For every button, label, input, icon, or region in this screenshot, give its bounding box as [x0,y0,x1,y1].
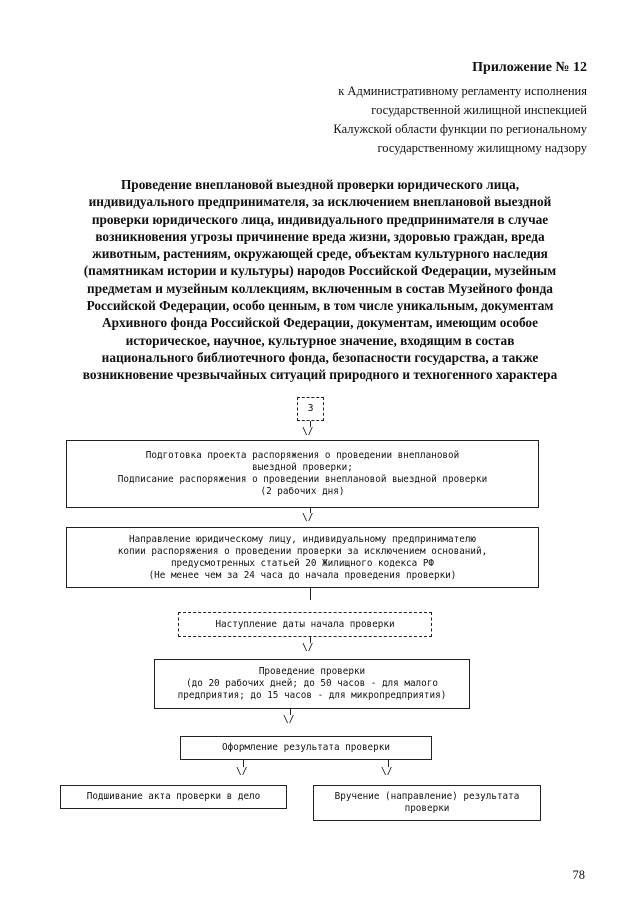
page-number: 78 [572,868,585,882]
appendix-title: Приложение № 12 [472,60,587,75]
step-text-line: Наступление даты начала проверки [215,618,395,630]
title-line: возникновения угрозы причинение вреда жизни, здоровью граждан, вреда [95,228,545,244]
title-line: предметам и музейным коллекциям, включенным в состав Музейного фонда [87,280,553,296]
appendix-line: государственной жилищной инспекцией [371,103,587,117]
flowchart-step-prepare-order [66,440,539,508]
title-line: (памятникам истории и культуры) народов Российской Федерации, музейным [83,263,557,279]
step-text-line: копии распоряжения о проведении проверки за исключением оснований, [117,545,488,557]
flowchart-outcome-deliver-result [313,785,541,821]
step-text-line: выездной проверки; [252,462,353,473]
appendix-line: к Административному регламенту исполнения [338,84,587,98]
step-text-line: Оформление результата проверки [222,742,390,753]
down-arrow-icon: \/ [302,512,314,523]
flowchart-step-send-copy [66,527,539,588]
step-text-line: Направление юридическому лицу, индивидуальному предпринимателю [128,533,477,545]
flowchart-step-start-date [178,612,432,637]
down-arrow-icon: \/ [302,642,314,653]
down-arrow-icon: \/ [302,426,314,437]
title-line: национального библиотечного фонда, безопасности государства, а также [101,349,539,365]
step-text-line: предусмотренных статьей 20 Жилищного кодекса РФ [170,557,435,569]
step-text-line: (до 20 рабочих дней; до 50 часов - для малого [186,678,438,689]
title-line: возникновение чрезвычайных ситуаций природного и техногенного характера [82,367,558,383]
appendix-line: государственному жилищному надзору [377,141,587,155]
step-text-line: Проведение проверки [258,666,366,677]
title-line: Российской Федерации, особо ценным, в том числе уникальным, документам [86,298,554,314]
down-arrow-icon: \/ [283,714,295,725]
outcome-text-line: Вручение (направление) результата [334,791,520,802]
title-line: Проведение внеплановой выездной проверки юридического лица, [120,177,520,192]
title-line: проверки юридического лица, индивидуального предпринимателя в случае [91,211,549,227]
title-line: Архивного фонда Российской Федерации, документам, имеющим особое [102,315,538,331]
down-arrow-icon: \/ [236,766,248,777]
appendix-reference [267,82,587,158]
step-text-line: (Не менее чем за 24 часа до начала проведения проверки) [148,569,457,581]
outcome-text-line: проверки [404,803,450,814]
flowchart-outcome-file-act [60,785,287,809]
start-marker-label: 3 [307,403,314,414]
step-text-line: Подготовка проекта распоряжения о проведении внеплановой [145,450,460,461]
step-text-line: предприятия; до 15 часов - для микропредприятия) [177,690,447,701]
title-line: животным, растениям, окружающей среде, объектам культурного наследия [92,246,548,262]
outcome-text-line: Подшивание акта проверки в дело [86,791,261,802]
connector-line [310,588,311,600]
down-arrow-icon: \/ [381,766,393,777]
document-title [60,176,580,384]
appendix-line: Калужской области функции по региональному [333,122,587,136]
title-line: историческое, научное, культурное значение, входящим в состав [125,332,515,348]
flowchart-step-inspection [154,659,470,709]
step-text-line: Подписание распоряжения о проведении внеплановой выездной проверки [117,474,488,485]
flowchart-start-marker [297,397,324,421]
title-line: индивидуального предпринимателя, за исключением внеплановой выездной [88,194,552,210]
step-text-line: (2 рабочих дня) [260,486,345,497]
flowchart-step-result [180,736,432,760]
